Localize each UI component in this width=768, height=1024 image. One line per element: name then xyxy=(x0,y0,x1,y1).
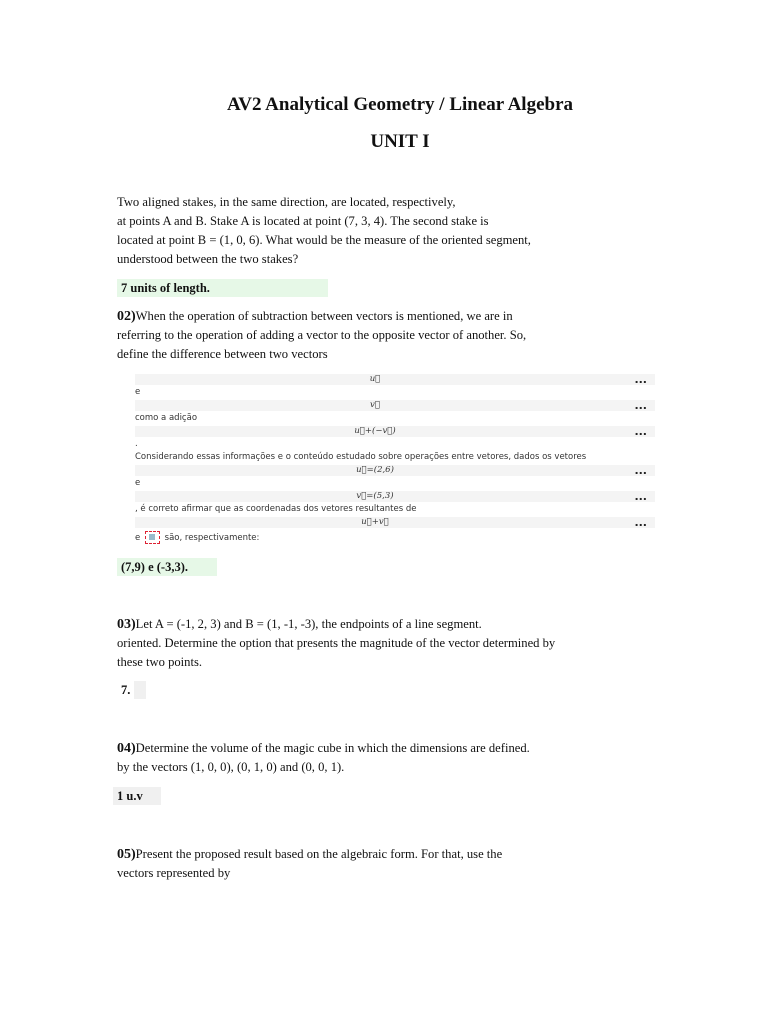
q1-line: Two aligned stakes, in the same direction, are located, respectively, xyxy=(117,195,456,209)
math-expression: v⃗=(5,3) xyxy=(356,491,394,501)
embed-text: como a adição xyxy=(135,413,198,423)
embed-text: e xyxy=(135,387,141,397)
answer-highlight xyxy=(134,681,146,699)
math-row xyxy=(135,491,655,502)
q3-answer xyxy=(117,681,146,699)
q3-line: these two points. xyxy=(117,655,203,669)
q1-answer: 7 units of length. xyxy=(117,279,328,297)
q3-line: Let A = (-1, 2, 3) and B = (1, -1, -3), the endpoints of a line segment. xyxy=(135,617,482,631)
q4-line: by the vectors (1, 0, 0), (0, 1, 0) and (0, 0, 1). xyxy=(117,760,345,774)
question-3-text xyxy=(117,615,577,672)
q2-line: define the difference between two vectors xyxy=(117,347,328,361)
embed-text: Considerando essas informações e o conteúdo estudado sobre operações entre vetores, dados os vetores xyxy=(135,452,587,462)
math-row xyxy=(135,400,655,411)
math-expression: v⃗ xyxy=(370,400,380,410)
more-options-icon[interactable]: ... xyxy=(634,425,647,438)
math-expression: u⃗+v⃗ xyxy=(361,517,389,527)
q1-line: understood between the two stakes? xyxy=(117,252,299,266)
embed-text-final xyxy=(135,531,259,545)
math-row xyxy=(135,465,655,476)
question-2-text xyxy=(117,307,577,364)
question-4-text xyxy=(117,739,577,777)
question-1-text xyxy=(117,193,577,269)
q1-line: at points A and B. Stake A is located at point (7, 3, 4). The second stake is xyxy=(117,214,489,228)
q4-number: 04) xyxy=(117,741,136,756)
math-expression: u⃗=(2,6) xyxy=(356,465,394,475)
q3-number: 03) xyxy=(117,617,136,632)
more-options-icon[interactable]: ... xyxy=(634,464,647,477)
embed-text: , é correto afirmar que as coordenadas dos vetores resultantes de xyxy=(135,504,417,514)
question-5-text xyxy=(117,845,577,883)
math-row xyxy=(135,426,655,437)
embed-text: . xyxy=(135,439,138,449)
q5-line: vectors represented by xyxy=(117,866,231,880)
document-title: AV2 Analytical Geometry / Linear Algebra xyxy=(226,94,574,115)
more-options-icon[interactable]: ... xyxy=(634,399,647,412)
embed-text: são, respectivamente: xyxy=(164,533,260,543)
more-options-icon[interactable]: ... xyxy=(634,373,647,386)
q4-line: Determine the volume of the magic cube in which the dimensions are defined. xyxy=(135,741,530,755)
q5-number: 05) xyxy=(117,847,136,862)
q4-answer: 1 u.v xyxy=(113,787,161,805)
more-options-icon[interactable]: ... xyxy=(634,490,647,503)
q5-line: Present the proposed result based on the algebraic form. For that, use the xyxy=(135,847,503,861)
math-expression: u⃗+(−v⃗) xyxy=(354,426,396,436)
q2-line: When the operation of subtraction between vectors is mentioned, we are in xyxy=(135,309,513,323)
q1-line: located at point B = (1, 0, 6). What would be the measure of the oriented segment, xyxy=(117,233,531,247)
unit-heading: UNIT I xyxy=(370,131,430,152)
embedded-question-block xyxy=(135,373,655,545)
more-options-icon[interactable]: ... xyxy=(634,516,647,529)
q2-number: 02) xyxy=(117,309,136,324)
broken-image-icon xyxy=(145,531,160,544)
q2-answer: (7,9) e (-3,3). xyxy=(117,558,217,576)
embed-text: e xyxy=(135,533,141,543)
q3-answer-text: 7. xyxy=(121,683,131,697)
embed-text: e xyxy=(135,478,141,488)
q3-line: oriented. Determine the option that presents the magnitude of the vector determined by xyxy=(117,636,556,650)
math-row xyxy=(135,517,655,528)
math-expression: u⃗ xyxy=(369,374,381,384)
q2-line: referring to the operation of adding a vector to the opposite vector of another. So, xyxy=(117,328,527,342)
math-row xyxy=(135,374,655,385)
